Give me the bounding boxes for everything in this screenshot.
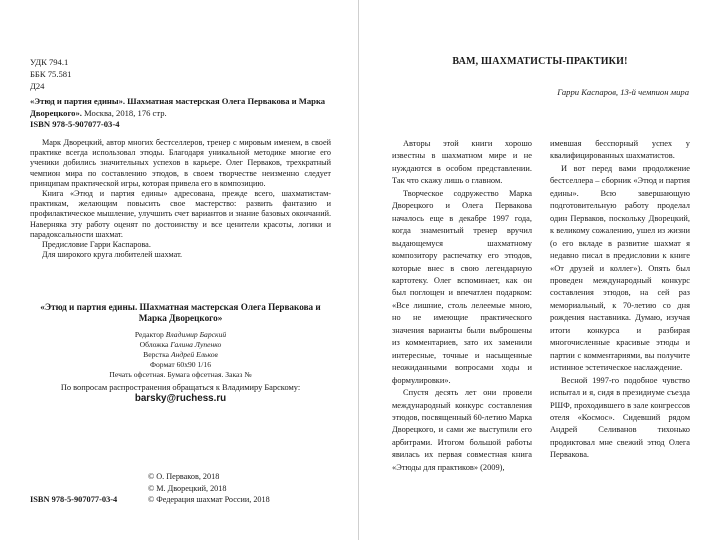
annotation-paragraph: Книга «Этюд и партия едины» адресована, прежде всего, шахматистам-практикам, желающим повысить свое мастерство: развить фантазию и профилактическое мышление, улучшить счет вариантов и знание базовых окончаний. Наверняка эту работу оценят по достоинству и все ценители красоты, логики и парадоксальности шахмат. (30, 189, 331, 239)
annotation-paragraph: Предисловие Гарри Каспарова. (42, 240, 151, 250)
page-gutter (358, 0, 359, 540)
right-page-foreword (360, 0, 719, 540)
foreword-title: ВАМ, ШАХМАТИСТЫ-ПРАКТИКИ! (452, 56, 628, 67)
annotation (30, 138, 331, 260)
bibliographic-record (30, 96, 330, 119)
credit-name: Галина Лупенко (170, 340, 222, 349)
body-paragraph: Творческое содружество Марка Дворецкого и Олега Первакова началось еще в декабре 1997 года, когда знаменитый тренер вручил выдающемуся шахматному композитору распечатку его этюдов, которые внес в свою легендарную картотеку. Олег вспоминает, как он был поглощен и впечатлен подарком: «Все лишние, столь лелеемые мною, но не имеющие практического значения варианты были выброшены из комментариев, зато их заменили интересные, точные и насыщенные неожиданными вопросами ходы и формулировки». (392, 188, 532, 385)
bbk-code: ББК 75.581 (30, 69, 72, 79)
foreword-author: Гарри Каспаров, 13-й чемпион мира (557, 87, 689, 97)
credit-line-editor (30, 330, 331, 340)
body-paragraph: И вот перед вами продолжение бестселлера – сборник «Этюд и партия едины». Всю завершающую подготовительную работу проделал один Перваков, поскольку Дворецкий, к великому сожалению, ушел из жизни (о его вкладе в развитие шахмат я недавно писал в предисловии к книге «От друзей и коллег»). Опять был проведен международный конкурс составления этюдов, на сей раз мемориальный, к 70-летию со дня рождения наставника. Думаю, изучая итоги конкурса и разбирая многочисленные красивые этюды и партии с комментариями, вы получите истинное эстетическое наслаждение. (550, 163, 690, 373)
udc-code: УДК 794.1 (30, 57, 69, 67)
copyright-line: © М. Дворецкий, 2018 (148, 483, 227, 493)
credit-line-cover (30, 340, 331, 350)
credit-role: Верстка (143, 350, 170, 359)
copyright-block (148, 471, 270, 506)
print-info-line: Печать офсетная. Бумага офсетная. Заказ № (109, 370, 252, 379)
credits-block (30, 330, 331, 380)
annotation-paragraph: Марк Дворецкий, автор многих бестселлеров, тренер с мировым именем, в своей практике всегда использовал этюды. Благодаря уникальной методике многие его ученики добились значительных успехов в карьере. Олег Перваков, трехкратный чемпион мира по составлению этюдов, в своем творчестве неизменно следует принципам практической игры, которая привела его в композицию. (30, 138, 331, 188)
contact-email: barsky@ruchess.ru (134, 393, 227, 404)
bib-title: «Этюд и партия едины». Шахматная мастерская Олега Первакова и Марка Дворецкого». (30, 96, 326, 118)
format-line: Формат 60x90 1/16 (149, 360, 211, 369)
isbn-top: ISBN 978-5-907077-03-4 (30, 119, 120, 129)
credit-name: Владимир Барский (165, 330, 227, 339)
foreword-columns (392, 138, 690, 474)
imprint-title: «Этюд и партия едины. Шахматная мастерская Олега Первакова и Марка Дворецкого» (40, 302, 321, 324)
bib-publication: Москва, 2018, 176 стр. (81, 107, 167, 118)
left-page-imprint (0, 0, 358, 540)
body-paragraph: имевшая бесспорный успех у квалифицированных шахматистов. (550, 139, 690, 161)
copyright-line: © О. Перваков, 2018 (148, 472, 220, 481)
annotation-paragraph: Для широкого круга любителей шахмат. (42, 250, 183, 260)
body-paragraph: Весной 1997-го подобное чувство испытал и я, сидя в президиуме съезда РШФ, проходившего в зале конгрессов отеля «Космос». Сидевший рядом Андрей Селиванов тихонько продиктовал мне свежий этюд Олега Первакова. (550, 375, 690, 460)
credit-line-layout (30, 350, 331, 360)
isbn-bottom: ISBN 978-5-907077-03-4 (30, 495, 118, 504)
text-column-1 (392, 138, 532, 474)
copyright-line: © Федерация шахмат России, 2018 (148, 495, 270, 504)
body-paragraph: Спустя десять лет они провели международный конкурс составления этюдов, посвященный 60-летию Марка Дворецкого, и сами же выступили его арбитрами. Итогом большой работы явилась их первая совместная книга «Этюды для практиков» (2009), (392, 388, 532, 472)
text-column-2 (550, 138, 690, 474)
credit-name: Андрей Ельков (170, 350, 218, 359)
credit-role: Редактор (134, 330, 164, 339)
classification-codes (30, 56, 71, 92)
credit-role: Обложка (139, 340, 169, 349)
distribution-note: По вопросам распространения обращаться к Владимиру Барскому: (60, 383, 301, 392)
author-mark: Д24 (30, 81, 45, 91)
body-paragraph: Авторы этой книги хорошо известны в шахматном мире и не нуждаются в особом представлении. Так что скажу лишь о главном. (392, 139, 532, 186)
